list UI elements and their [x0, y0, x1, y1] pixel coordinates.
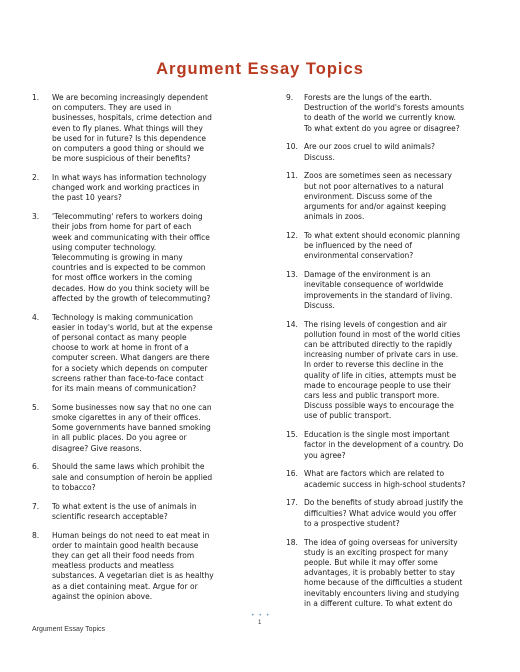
topic-number: 6.	[32, 462, 40, 472]
topic-text: Do the benefits of study abroad justify the difficulties? What advice would you offer to a prospective student?	[304, 498, 463, 528]
topic-item	[32, 313, 254, 395]
topic-item	[32, 531, 254, 602]
page-number: 1	[258, 620, 262, 626]
topic-text: 'Telecommuting' refers to workers doing their jobs from home for part of each week and communicating with their office using computer technology. Telecommuting is growing in many countries and is expected to be common for most office workers in the coming decades. How do you think society will be affected by the growth of telecommuting?	[52, 212, 211, 303]
topic-item	[286, 469, 496, 489]
topic-number: 8.	[32, 530, 40, 540]
topic-text: Are our zoos cruel to wild animals? Discuss.	[304, 142, 435, 162]
topic-item	[286, 142, 496, 162]
topic-text: To what extent should economic planning be influenced by the need of environmental conservation?	[304, 231, 460, 261]
topic-item	[32, 502, 254, 522]
topic-text: Human beings do not need to eat meat in order to maintain good health because they can get all their food needs from meatless products and meatless substances. A vegetarian diet is as healthy as a diet containing meat. Argue for or against the opinion above.	[52, 530, 214, 601]
topic-text: The idea of going overseas for university study is an exciting prospect for many people. But while it may offer some advantages, it is probably better to stay home because of the difficulties a student inevitably encounters living and studying in a different culture. To what extent do	[304, 537, 463, 608]
topic-number: 5.	[32, 402, 40, 412]
page-dots: • • •	[251, 612, 271, 619]
topic-text: Forests are the lungs of the earth. Destruction of the world's forests amounts to death of the world we currently know. To what extent do you agree or disagree?	[304, 93, 465, 133]
topic-item	[32, 462, 254, 493]
topic-number: 14.	[286, 319, 298, 329]
topic-item	[286, 270, 496, 311]
topic-number: 10.	[286, 142, 298, 152]
topic-text: Education is the single most important factor in the development of a country. Do you agree?	[304, 430, 464, 460]
page-footer: Argument Essay Topics	[32, 626, 106, 633]
topic-text: The rising levels of congestion and air pollution found in most of the world cities can be attributed directly to the rapidly increasing number of private cars in use. In order to reverse this decline in the quality of life in cities, attempts must be made to encourage people to use their cars less and public transport more. Discuss possible ways to encourage the use of public transport.	[304, 319, 461, 421]
topic-number: 17.	[286, 498, 298, 508]
topic-item	[286, 93, 496, 134]
topic-text: In what ways has information technology changed work and working practices in the past 10 years?	[52, 173, 207, 203]
topic-text: Some businesses now say that no one can smoke cigarettes in any of their offices. Some governments have banned smoking in all public places. Do you agree or disagree? Give reasons.	[52, 402, 212, 453]
topic-number: 1.	[32, 93, 40, 102]
topic-item	[286, 231, 496, 262]
topic-text: Technology is making communication easier in today's world, but at the expense of personal contact as many people choose to work at home in front of a computer screen. What dangers are there for a society which depends on computer screens rather than face-to-face contact for its main means of communication?	[52, 312, 213, 394]
topic-text: To what extent is the use of animals in scientific research acceptable?	[52, 501, 197, 521]
topic-item	[286, 171, 496, 222]
topic-item	[32, 212, 254, 304]
topic-item	[286, 320, 496, 422]
topic-text: Damage of the environment is an inevitable consequence of worldwide improvements in the standard of living. Discuss.	[304, 270, 453, 310]
topic-item	[32, 173, 254, 204]
topic-text: Zoos are sometimes seen as necessary but not poor alternatives to a natural environment. Discuss some of the arguments for and/or against keeping animals in zoos.	[304, 171, 452, 222]
topic-number: 15.	[286, 430, 298, 440]
topic-item	[286, 430, 496, 461]
topic-number: 18.	[286, 537, 298, 547]
topic-item	[32, 93, 254, 164]
page-title: Argument Essay Topics	[156, 60, 364, 78]
topic-number: 11.	[286, 171, 298, 181]
topic-text: What are factors which are related to academic success in high-school students?	[304, 469, 466, 489]
topic-text: Should the same laws which prohibit the sale and consumption of heroin be applied to tobacco?	[52, 462, 213, 492]
topic-number: 4.	[32, 312, 40, 322]
topics-column-right	[286, 93, 496, 618]
topic-number: 3.	[32, 212, 40, 222]
topic-item	[286, 538, 496, 609]
topic-number: 9.	[286, 93, 294, 102]
topic-number: 2.	[32, 173, 40, 183]
topic-number: 16.	[286, 469, 298, 479]
topic-text: We are becoming increasingly dependent on computers. They are used in businesses, hospitals, crime detection and even to fly planes. What things will they be used for in future? Is this dependence on computers a good thing or should we be more suspicious of their benefits?	[52, 93, 212, 164]
topics-column-left	[32, 93, 254, 611]
topic-item	[286, 498, 496, 529]
topic-item	[32, 403, 254, 454]
topic-number: 13.	[286, 270, 298, 280]
topic-number: 7.	[32, 501, 40, 511]
topic-number: 12.	[286, 231, 298, 241]
